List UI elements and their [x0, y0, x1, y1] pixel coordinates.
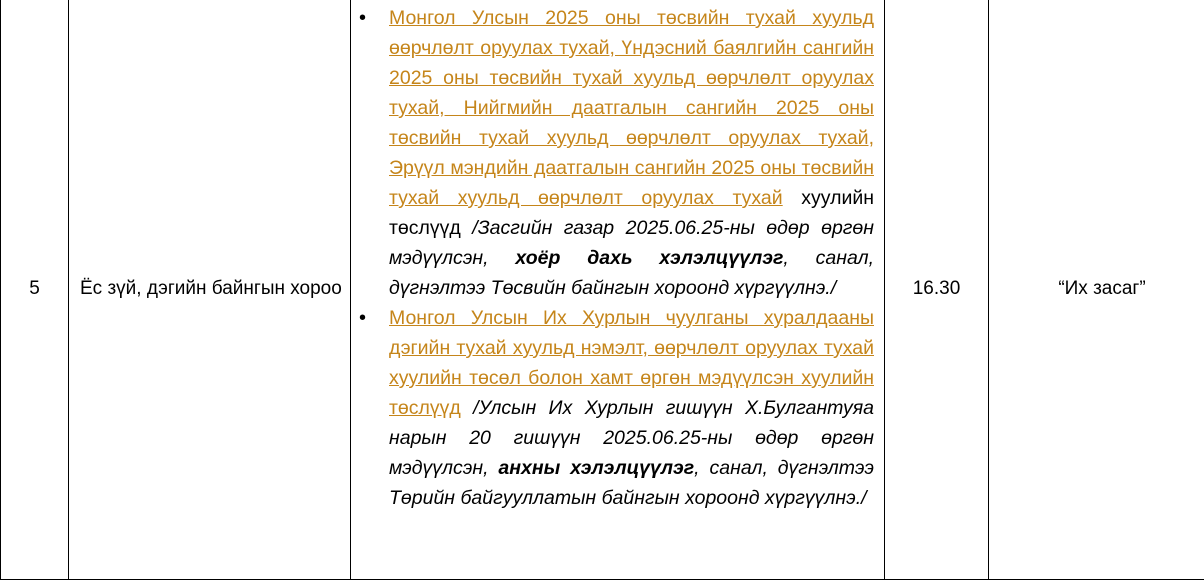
submission-note-end: , санал, дүгнэлтээ Төсвийн байнгын хороонд хүргүүлнэ./ — [389, 247, 874, 299]
agenda-item-list — [351, 0, 884, 513]
list-item — [389, 3, 874, 303]
list-item — [389, 303, 874, 513]
agenda-items-cell — [351, 0, 885, 580]
submission-note-end: , санал, дүгнэлтээ Төрийн байгууллатын байнгын хороонд хүргүүлнэ./ — [389, 457, 874, 509]
bill-link[interactable]: Монгол Улсын Их Хурлын чуулганы хуралдааны дэгийн тухай хуульд нэмэлт, өөрчлөлт оруулах тухай хуулийн төсөл болон хамт өргөн мэдүүлсэн хуулийн төслүүд — [389, 307, 874, 419]
committee-name: Ёс зүй, дэгийн байнгын хороо — [80, 278, 342, 299]
bullet-icon: • — [359, 3, 366, 33]
submission-note: /Засгийн газар 2025.06.25-ны өдөр өргөн мэдүүлсэн, — [389, 217, 874, 269]
bullet-icon: • — [359, 303, 366, 333]
row-number-cell — [1, 0, 69, 580]
time-cell — [885, 0, 989, 580]
reading-stage: анхны хэлэлцүүлэг — [498, 457, 694, 479]
venue-cell — [989, 0, 1204, 580]
submission-note: /Улсын Их Хурлын гишүүн Х.Булгантуяа нарын 20 гишүүн 2025.06.25-ны өдөр өргөн мэдүүлсэн, — [389, 397, 874, 479]
bill-link[interactable]: Монгол Улсын 2025 оны төсвийн тухай хуульд өөрчлөлт оруулах тухай, Үндэсний баялгийн сангийн 2025 оны төсвийн тухай хуульд өөрчлөлт оруулах тухай, Нийгмийн даатгалын сангийн 2025 оны төсвийн тухай хуульд өөрчлөлт оруулах тухай, Эрүүл мэндийн даатгалын сангийн 2025 оны төсвийн тухай хуульд өөрчлөлт оруулах тухай — [389, 7, 874, 209]
venue-name: “Их засаг” — [1058, 278, 1145, 299]
row-number: 5 — [29, 278, 40, 299]
reading-stage: хоёр дахь хэлэлцүүлэг — [515, 247, 783, 269]
table-row — [1, 0, 1204, 580]
session-time: 16.30 — [913, 278, 961, 299]
bill-suffix: хуулийн төслүүд — [389, 187, 874, 239]
committee-cell — [69, 0, 351, 580]
